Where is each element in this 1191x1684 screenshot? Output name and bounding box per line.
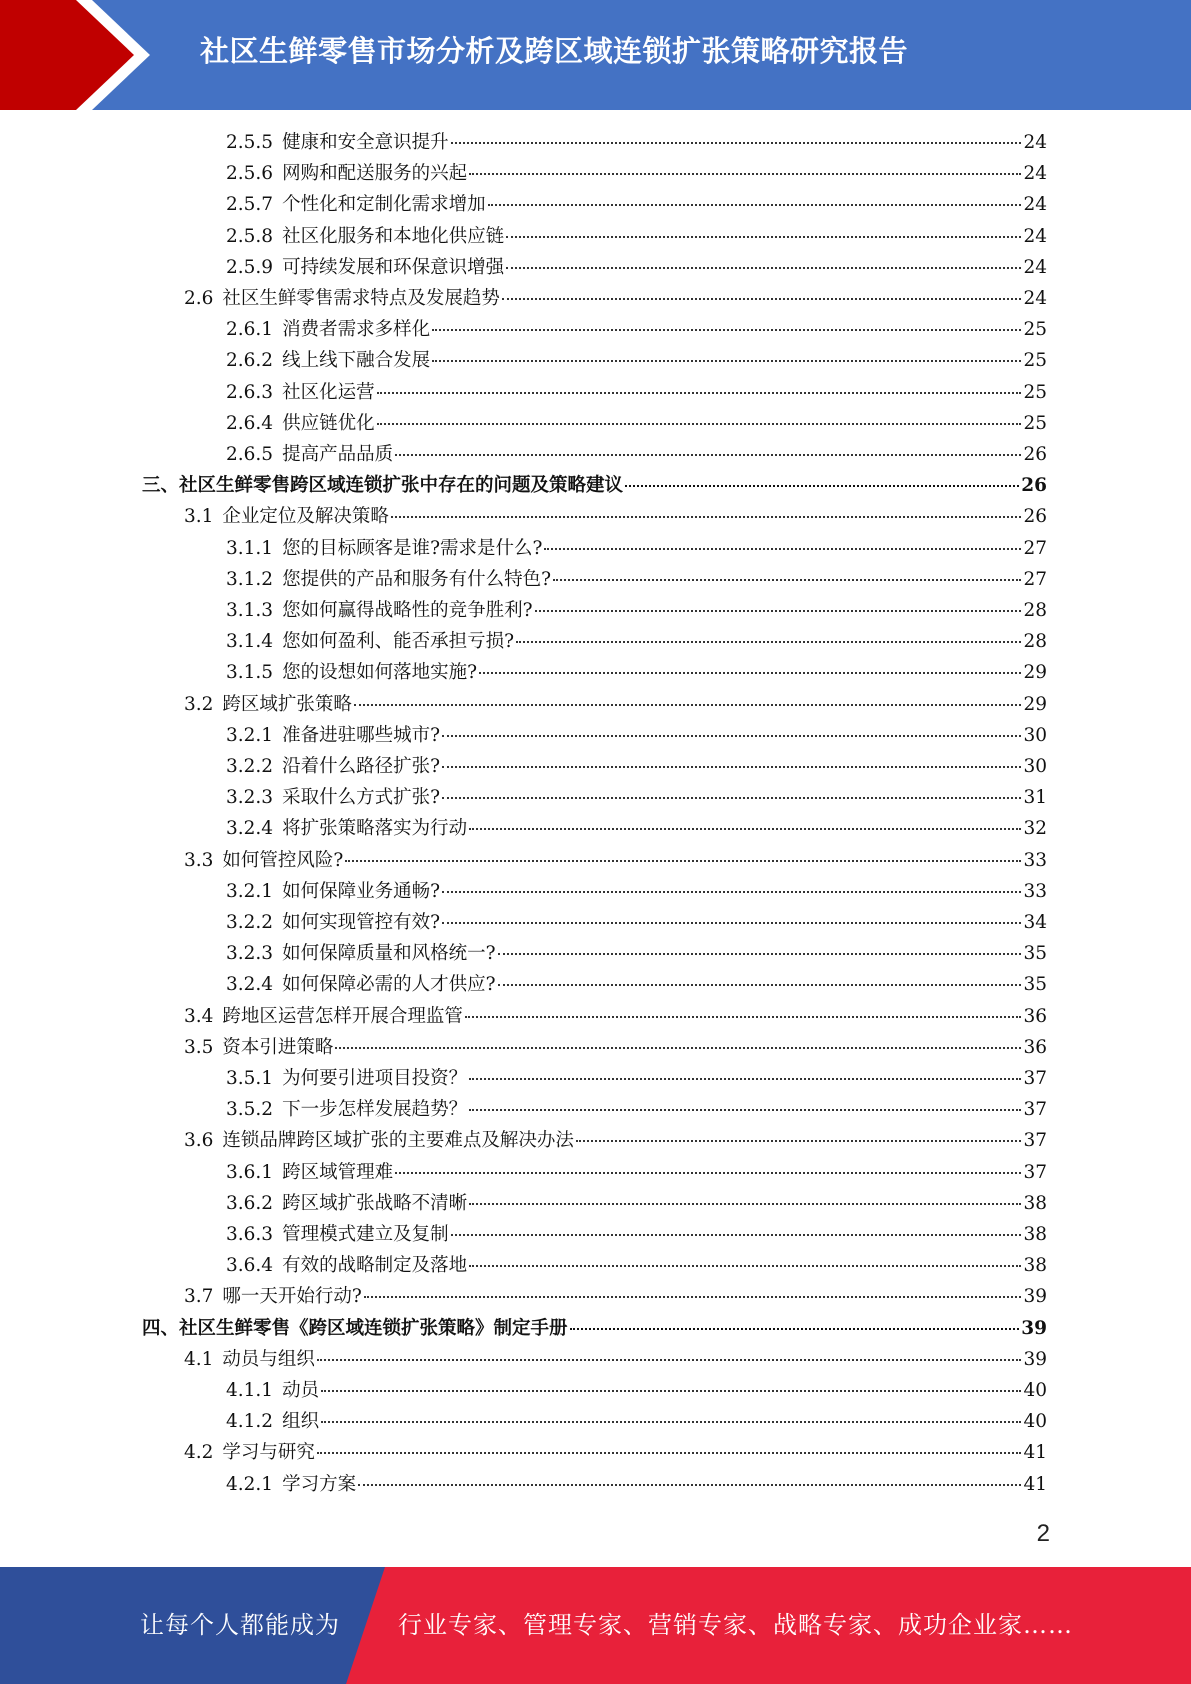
toc-entry-title: 下一步怎样发展趋势？ [282,1099,468,1121]
toc-dot-leader [432,329,1021,331]
toc-dot-leader [570,1328,1020,1330]
toc-dot-leader [451,1234,1022,1236]
toc-entry[interactable] [226,720,1047,751]
toc-dot-leader [364,1296,1022,1298]
toc-dot-leader [469,1203,1021,1205]
toc-dot-leader [576,1140,1022,1142]
toc-entry-page: 41 [1023,1442,1047,1464]
toc-entry-number: 4.1.1 [226,1380,274,1401]
toc-entry[interactable] [184,845,1047,876]
toc-entry[interactable] [226,1219,1047,1250]
toc-entry[interactable] [184,1125,1047,1156]
toc-entry-number: 3.1 [184,506,214,528]
toc-entry[interactable] [184,1281,1047,1312]
toc-entry-title: 学习与研究 [222,1442,315,1464]
toc-dot-leader [442,922,1021,924]
toc-entry-number: 2.5.7 [226,194,274,216]
toc-entry-title: 将扩张策略落实为行动 [282,818,468,840]
toc-entry-number: 2.6 [184,288,214,309]
toc-entry-number: 3.6.4 [226,1255,274,1277]
toc-dot-leader [321,1421,1021,1423]
toc-entry-number: 3.1.4 [226,631,274,653]
toc-entry[interactable] [226,127,1047,158]
toc-entry-title: 如何保障质量和风格统一? [282,943,496,965]
toc-entry-page: 38 [1023,1192,1047,1214]
toc-entry-title: 准备进驻哪些城市? [282,724,440,746]
toc-entry-page: 26 [1021,475,1047,497]
toc-entry-number: 2.5.6 [226,163,274,185]
toc-dot-leader [395,1172,1021,1174]
toc-entry-title: 健康和安全意识提升 [282,132,449,153]
toc-entry-title: 您提供的产品和服务有什么特色? [282,568,551,590]
toc-dot-leader [442,891,1021,893]
toc-entry-title: 社区生鲜零售需求特点及发展趋势 [222,288,500,309]
toc-entry[interactable] [226,1469,1047,1500]
toc-entry[interactable] [226,345,1047,376]
toc-entry-page: 37 [1023,1161,1047,1183]
toc-entry-title: 动员 [282,1380,320,1401]
toc-entry-title: 为何要引进项目投资？ [282,1068,468,1089]
toc-entry-title: 如何实现管控有效? [282,912,440,933]
toc-dot-leader [625,485,1019,487]
toc-dot-leader [391,516,1022,518]
toc-entry-page: 27 [1023,568,1047,590]
toc-entry[interactable] [226,907,1047,938]
toc-entry-title: 动员与组织 [222,1348,315,1370]
toc-entry-page: 30 [1023,756,1047,777]
toc-entry-number: 4.1 [184,1348,214,1370]
toc-entry-number: 4.1.2 [226,1411,274,1433]
toc-dot-leader [469,1109,1021,1111]
toc-entry-number: 3.1.2 [226,568,274,590]
toc-entry-title: 网购和配送服务的兴起 [282,163,468,185]
toc-entry[interactable] [226,1157,1047,1188]
toc-entry-page: 31 [1023,787,1047,809]
toc-entry-number: 4.2 [184,1442,214,1464]
toc-entry-number: 三、 [142,475,180,497]
toc-dot-leader [442,797,1021,799]
toc-entry-page: 32 [1023,818,1047,840]
toc-entry-page: 28 [1023,631,1047,653]
toc-dot-leader [469,1078,1021,1080]
toc-entry-page: 24 [1023,256,1047,278]
toc-dot-leader [516,641,1021,643]
toc-entry-page: 33 [1023,849,1047,871]
toc-entry-page: 25 [1023,319,1047,341]
toc-entry-title: 社区生鲜零售跨区域连锁扩张中存在的问题及策略建议 [179,475,624,497]
toc-entry[interactable] [226,408,1047,439]
toc-entry-title: 个性化和定制化需求增加 [282,194,486,216]
toc-entry-number: 2.6.1 [226,319,274,341]
toc-entry-title: 组织 [282,1411,320,1433]
toc-entry-number: 2.5.8 [226,225,274,247]
page-number: 2 [1036,1520,1050,1547]
toc-dot-leader [345,860,1021,862]
toc-entry-title: 您如何赢得战略性的竞争胜利? [282,600,533,621]
toc-entry-page: 24 [1023,288,1047,309]
toc-entry-title: 跨区域管理难 [282,1161,394,1183]
toc-entry-number: 3.6 [184,1130,214,1152]
toc-entry-title: 采取什么方式扩张? [282,787,440,809]
toc-entry-number: 3.2.4 [226,818,274,840]
toc-entry-page: 35 [1023,974,1047,996]
toc-entry[interactable] [226,533,1047,564]
toc-entry-number: 3.4 [184,1005,214,1027]
toc-entry-page: 37 [1023,1099,1047,1121]
toc-entry-title: 资本引进策略 [222,1036,334,1058]
toc-entry-title: 线上线下融合发展 [282,350,431,372]
toc-entry-title: 跨区域扩张策略 [222,693,352,715]
toc-entry-number: 3.1.5 [226,662,274,684]
toc-dot-leader [395,454,1021,456]
toc-entry-number: 3.7 [184,1286,214,1308]
toc-entry-title: 跨区域扩张战略不清晰 [282,1192,468,1214]
toc-entry[interactable] [226,1250,1047,1281]
toc-entry-title: 如何保障必需的人才供应? [282,974,496,996]
toc-entry-page: 37 [1023,1130,1047,1152]
page-footer [0,1567,1191,1684]
toc-entry-number: 3.6.2 [226,1192,274,1214]
toc-dot-leader [354,704,1022,706]
toc-entry-number: 3.2.2 [226,756,274,777]
toc-entry[interactable] [226,1375,1047,1406]
toc-entry-page: 34 [1023,912,1047,933]
toc-entry[interactable] [226,377,1047,408]
toc-entry-page: 29 [1023,662,1047,684]
toc-entry-page: 33 [1023,880,1047,902]
toc-dot-leader [544,548,1021,550]
toc-entry-title: 您的目标顾客是谁?需求是什么? [282,537,543,559]
toc-entry-number: 2.5.5 [226,132,274,153]
toc-dot-leader [442,766,1021,768]
toc-chapter-entry[interactable] [142,1313,1047,1344]
toc-entry-page: 35 [1023,943,1047,965]
toc-entry[interactable] [184,1001,1047,1032]
toc-dot-leader [465,1016,1022,1018]
toc-entry-number: 3.1.1 [226,537,274,559]
toc-chapter-entry[interactable] [142,470,1047,501]
toc-dot-leader [479,672,1021,674]
toc-entry[interactable] [226,969,1047,1000]
toc-entry-title: 如何保障业务通畅? [282,880,440,902]
toc-dot-leader [335,1047,1021,1049]
toc-entry-number: 3.2.2 [226,912,274,933]
toc-dot-leader [469,828,1021,830]
toc-dot-leader [442,735,1021,737]
toc-entry-number: 3.2 [184,693,214,715]
toc-entry[interactable] [226,314,1047,345]
toc-entry-number: 2.6.3 [226,381,274,403]
toc-entry-page: 37 [1023,1068,1047,1089]
toc-entry-title: 可持续发展和环保意识增强 [282,256,505,278]
toc-entry[interactable] [226,938,1047,969]
toc-entry-number: 2.5.9 [226,256,274,278]
toc-entry-page: 36 [1023,1036,1047,1058]
toc-entry-page: 24 [1023,163,1047,185]
toc-dot-leader [321,1390,1021,1392]
footer-slogan-left: 让每个人都能成为 [140,1611,340,1639]
toc-entry-page: 24 [1023,132,1047,153]
page-header [0,0,1191,110]
toc-entry-number: 3.6.1 [226,1161,274,1183]
toc-entry-number: 3.6.3 [226,1224,274,1245]
toc-entry[interactable] [184,1032,1047,1063]
toc-entry-title: 消费者需求多样化 [282,319,431,341]
toc-entry[interactable] [226,252,1047,283]
toc-entry-title: 企业定位及解决策略 [222,506,389,528]
toc-entry-number: 3.2.4 [226,974,274,996]
footer-slogan-right: 行业专家、管理专家、营销专家、战略专家、成功企业家…… [398,1611,1073,1639]
toc-entry-title: 学习方案 [282,1473,357,1495]
toc-entry[interactable] [184,283,1047,314]
toc-entry-title: 社区化运营 [282,381,375,403]
toc-entry-page: 40 [1023,1411,1047,1433]
toc-dot-leader [488,204,1022,206]
toc-dot-leader [535,610,1022,612]
toc-entry-page: 25 [1023,412,1047,434]
toc-entry-title: 哪一天开始行动? [222,1286,362,1308]
toc-entry-title: 沿着什么路径扩张? [282,756,440,777]
toc-dot-leader [502,298,1022,300]
toc-entry[interactable] [184,501,1047,532]
toc-dot-leader [498,953,1022,955]
toc-entry-page: 39 [1023,1348,1047,1370]
toc-entry[interactable] [226,751,1047,782]
toc-entry-title: 管理模式建立及复制 [282,1224,449,1245]
report-title: 社区生鲜零售市场分析及跨区域连锁扩张策略研究报告 [200,34,909,68]
toc-entry[interactable] [226,564,1047,595]
toc-entry[interactable] [226,657,1047,688]
toc-entry-page: 38 [1023,1224,1047,1245]
toc-entry-number: 2.6.5 [226,444,274,465]
toc-dot-leader [451,142,1022,144]
toc-entry[interactable] [226,813,1047,844]
toc-entry-page: 25 [1023,350,1047,372]
toc-entry-page: 28 [1023,600,1047,621]
toc-entry-page: 40 [1023,1380,1047,1401]
toc-dot-leader [469,173,1021,175]
toc-entry-title: 供应链优化 [282,412,375,434]
toc-dot-leader [358,1484,1021,1486]
toc-entry[interactable] [226,1094,1047,1125]
toc-entry-page: 26 [1023,506,1047,528]
toc-entry[interactable] [226,1188,1047,1219]
toc-entry[interactable] [184,1344,1047,1375]
toc-entry-page: 27 [1023,537,1047,559]
toc-dot-leader [469,1265,1021,1267]
toc-entry-page: 24 [1023,225,1047,247]
toc-entry-page: 24 [1023,194,1047,216]
toc-entry[interactable] [226,876,1047,907]
toc-entry-title: 社区化服务和本地化供应链 [282,225,505,247]
toc-entry[interactable] [226,1406,1047,1437]
toc-dot-leader [377,423,1022,425]
toc-entry[interactable] [226,626,1047,657]
toc-entry-page: 26 [1023,444,1047,465]
toc-dot-leader [317,1359,1022,1361]
toc-entry-number: 3.2.3 [226,943,274,965]
toc-entry-number: 3.2.1 [226,880,274,902]
toc-entry[interactable] [226,1063,1047,1094]
toc-entry-page: 38 [1023,1255,1047,1277]
toc-entry-page: 36 [1023,1005,1047,1027]
toc-entry-page: 41 [1023,1473,1047,1495]
toc-entry-title: 提高产品品质 [282,444,394,465]
toc-entry-number: 四、 [142,1317,180,1339]
toc-entry[interactable] [226,782,1047,813]
toc-dot-leader [506,267,1021,269]
toc-entry-title: 社区生鲜零售《跨区域连锁扩张策略》制定手册 [179,1317,568,1339]
toc-entry-title: 连锁品牌跨区域扩张的主要难点及解决办法 [222,1130,574,1152]
toc-entry-title: 有效的战略制定及落地 [282,1255,468,1277]
toc-entry-title: 您的设想如何落地实施? [282,662,477,684]
toc-entry-page: 30 [1023,724,1047,746]
toc-entry-page: 29 [1023,693,1047,715]
toc-dot-leader [553,579,1021,581]
toc-entry-number: 3.2.1 [226,724,274,746]
toc-dot-leader [498,984,1022,986]
toc-entry-number: 3.1.3 [226,600,274,621]
toc-entry[interactable] [226,221,1047,252]
toc-dot-leader [506,236,1021,238]
toc-dot-leader [432,360,1021,362]
toc-entry-title: 您如何盈利、能否承担亏损? [282,631,514,653]
toc-entry-number: 4.2.1 [226,1473,274,1495]
toc-entry-number: 3.2.3 [226,787,274,809]
toc-entry-number: 3.3 [184,849,214,871]
toc-entry[interactable] [226,158,1047,189]
toc-entry-number: 3.5 [184,1036,214,1058]
toc-entry-number: 3.5.2 [226,1099,274,1121]
toc-entry-number: 2.6.4 [226,412,274,434]
toc-entry[interactable] [226,595,1047,626]
toc-entry-title: 跨地区运营怎样开展合理监管 [222,1005,463,1027]
toc-entry[interactable] [226,439,1047,470]
toc-entry-page: 25 [1023,381,1047,403]
toc-entry-title: 如何管控风险? [222,849,344,871]
toc-entry-number: 3.5.1 [226,1068,274,1089]
toc-dot-leader [317,1452,1022,1454]
toc-entry[interactable] [184,689,1047,720]
toc-dot-leader [377,392,1022,394]
toc-entry-number: 2.6.2 [226,350,274,372]
toc-entry-page: 39 [1023,1286,1047,1308]
toc-entry[interactable] [226,189,1047,220]
toc-entry[interactable] [184,1437,1047,1468]
toc-entry-page: 39 [1021,1317,1047,1339]
